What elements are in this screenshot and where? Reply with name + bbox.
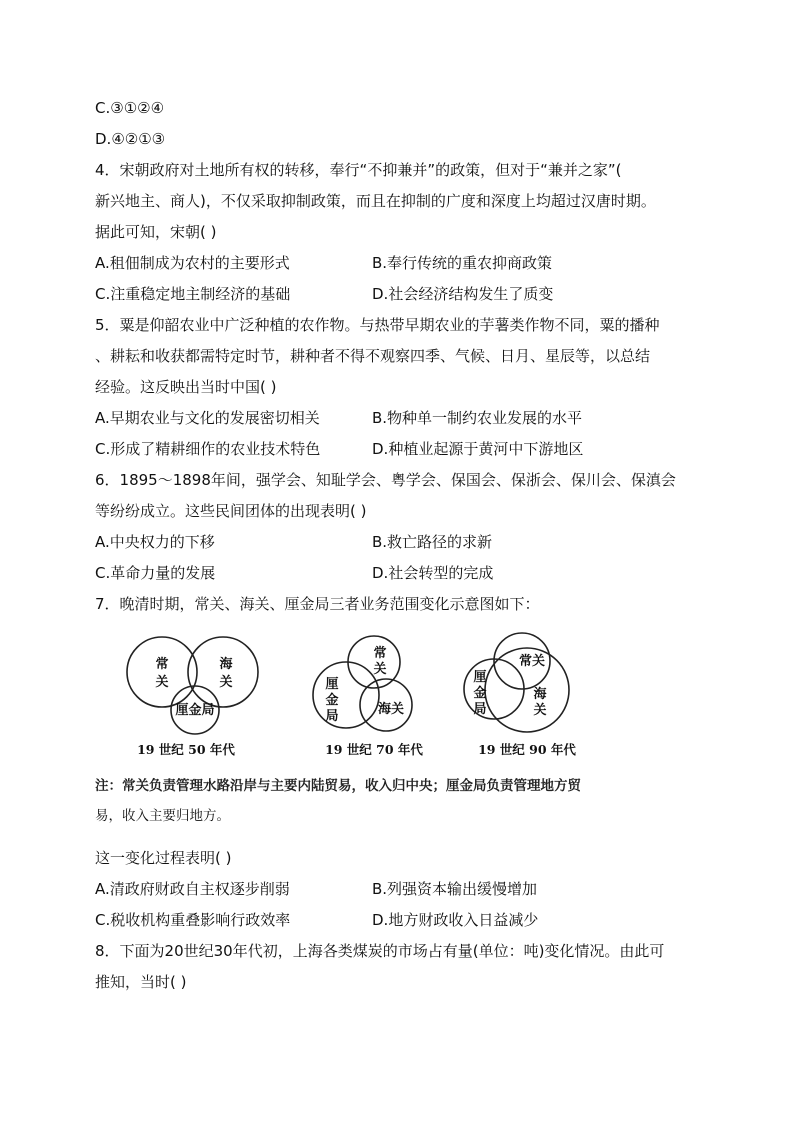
question-4-line-3: 据此可知，宋朝( )	[95, 223, 217, 241]
question-7-option-a: A.清政府财政自主权逐步削弱	[95, 880, 290, 898]
caption-1890s: 19 世纪 90 年代	[478, 742, 576, 757]
question-4-line-2: 新兴地主、商人)，不仅采取抑制政策，而且在抑制的广度和深度上均超过汉唐时期。	[95, 192, 656, 210]
figure-note-line-2: 易，收入主要归地方。	[95, 808, 230, 824]
label-lijin-1850s: 厘金局	[175, 703, 215, 718]
label-lijin-1890s-c: 局	[473, 702, 487, 717]
question-7-option-b: B.列强资本输出缓慢增加	[372, 880, 538, 898]
question-4-option-d: D.社会经济结构发生了质变	[372, 285, 554, 303]
label-changguan-1870s-a: 常	[373, 646, 387, 661]
label-changguan-1850s-a: 常	[155, 657, 169, 672]
label-lijin-1870s-a: 厘	[325, 677, 339, 692]
question-4-option-b: B.奉行传统的重农抑商政策	[372, 254, 553, 272]
venn-circle-lijin-1870s	[313, 662, 379, 728]
label-changguan-1870s-b: 关	[373, 662, 387, 677]
question-7-after-figure: 这一变化过程表明( )	[95, 849, 232, 867]
question-6-line-1: 6．1895～1898年间，强学会、知耻学会、粤学会、保国会、保浙会、保川会、保滇会	[95, 471, 676, 489]
question-6-option-d: D.社会转型的完成	[372, 564, 494, 582]
caption-1870s: 19 世纪 70 年代	[325, 742, 423, 757]
question-5-option-b: B.物种单一制约农业发展的水平	[372, 409, 583, 427]
question-7-option-d: D.地方财政收入日益减少	[372, 911, 539, 929]
question-5-line-3: 经验。这反映出当时中国( )	[95, 378, 277, 396]
label-changguan-1890s: 常关	[518, 654, 546, 669]
label-lijin-1890s-b: 金	[473, 686, 487, 701]
question-5-option-a: A.早期农业与文化的发展密切相关	[95, 409, 320, 427]
label-changguan-1850s-b: 关	[155, 675, 169, 690]
question-4-option-c: C.注重稳定地主制经济的基础	[95, 285, 291, 303]
label-lijin-1870s-b: 金	[325, 693, 339, 708]
question-5-option-d: D.种植业起源于黄河中下游地区	[372, 440, 584, 458]
venn-figure	[120, 632, 590, 767]
figure-note-line-1: 注：常关负责管理水路沿岸与主要内陆贸易，收入归中央；厘金局负责管理地方贸	[95, 778, 581, 794]
label-haiguan-1870s: 海关	[377, 702, 405, 717]
question-7-line-1: 7．晚清时期，常关、海关、厘金局三者业务范围变化示意图如下：	[95, 595, 540, 613]
caption-1850s: 19 世纪 50 年代	[137, 742, 235, 757]
question-6-option-c: C.革命力量的发展	[95, 564, 216, 582]
label-haiguan-1890s-b: 关	[533, 703, 547, 718]
label-haiguan-1850s-b: 关	[219, 675, 233, 690]
venn-circle-haiguan-1850s	[188, 637, 258, 707]
label-lijin-1870s-c: 局	[325, 709, 339, 724]
question-6-line-2: 等纷纷成立。这些民间团体的出现表明( )	[95, 502, 367, 520]
label-haiguan-1890s-a: 海	[533, 687, 547, 702]
question-6-option-a: A.中央权力的下移	[95, 533, 215, 551]
question-5-line-2: 、耕耘和收获都需特定时节，耕种者不得不观察四季、气候、日月、星辰等，以总结	[95, 347, 651, 365]
venn-circle-changguan-1850s	[127, 637, 197, 707]
question-6-option-b: B.救亡路径的求新	[372, 533, 493, 551]
option-c-previous: C.③①②④	[95, 99, 165, 117]
question-5-option-c: C.形成了精耕细作的农业技术特色	[95, 440, 321, 458]
question-5-line-1: 5．粟是仰韶农业中广泛种植的农作物。与热带早期农业的芋薯类作物不同，粟的播种	[95, 316, 660, 334]
label-haiguan-1850s-a: 海	[219, 657, 233, 672]
question-8-line-1: 8．下面为20世纪30年代初，上海各类煤炭的市场占有量(单位：吨)变化情况。由此可	[95, 942, 665, 960]
question-7-option-c: C.税收机构重叠影响行政效率	[95, 911, 291, 929]
question-4-line-1: 4．宋朝政府对土地所有权的转移，奉行“不抑兼并”的政策，但对于“兼并之家”(	[95, 161, 622, 179]
question-4-option-a: A.租佃制成为农村的主要形式	[95, 254, 290, 272]
question-8-line-2: 推知，当时( )	[95, 973, 187, 991]
option-d-previous: D.④②①③	[95, 130, 166, 148]
label-lijin-1890s-a: 厘	[473, 670, 487, 685]
